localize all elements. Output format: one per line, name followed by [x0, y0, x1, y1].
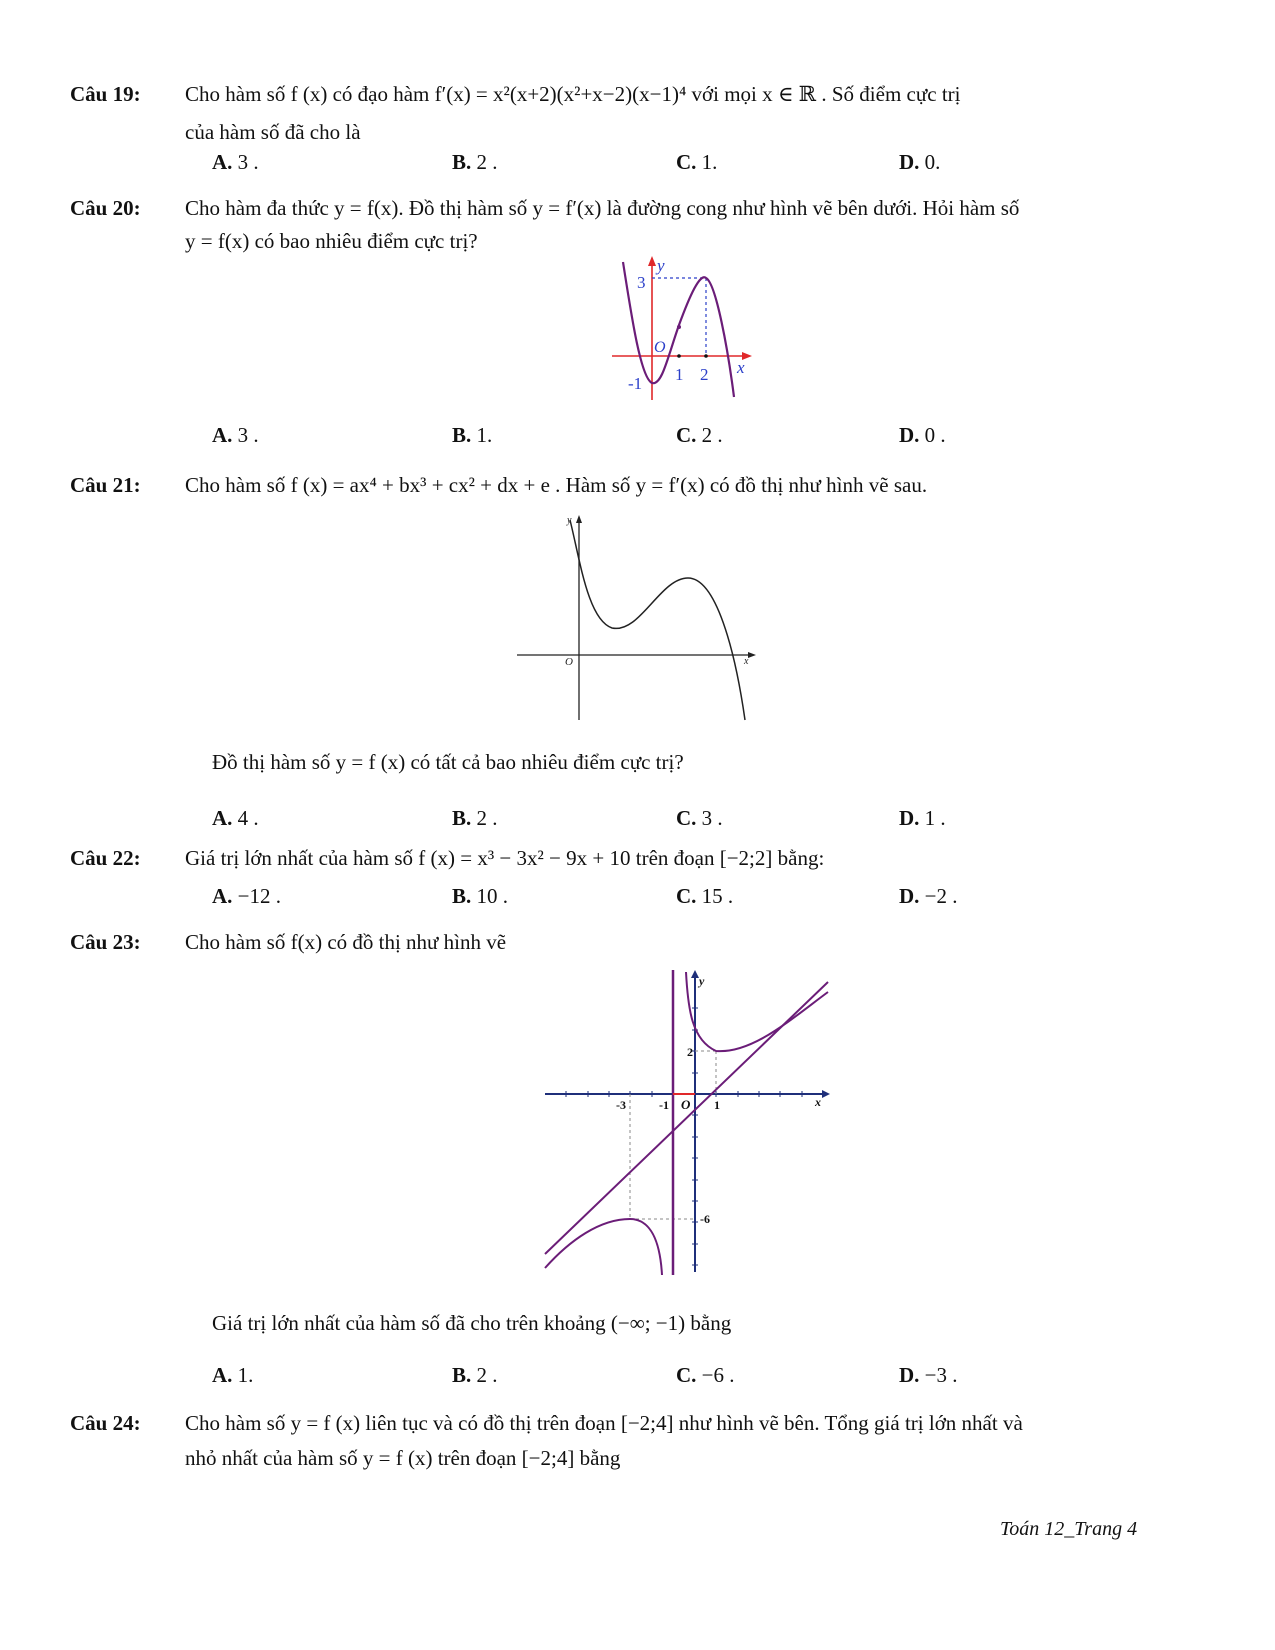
q23-label: Câu 23: — [70, 930, 141, 954]
q21-label: Câu 21: — [70, 473, 141, 497]
q22-answer-b: B. 10 . — [452, 884, 509, 908]
q20-label: Câu 20: — [70, 196, 141, 220]
q20-graph — [600, 250, 760, 405]
q21-answer-d: D. 1 . — [899, 806, 946, 830]
q20-tick-1-dot — [677, 354, 681, 358]
q23-answer-b: B. 2 . — [452, 1363, 498, 1387]
q23-answer-a: A. 1. — [212, 1363, 254, 1387]
q23-answer-d: D. −3 . — [899, 1363, 958, 1387]
q22-answer-c: C. 15 . — [676, 884, 734, 908]
q23-x-label: x — [815, 1095, 821, 1109]
q20-answer-c: C. 2 . — [676, 423, 723, 447]
q22-line1: Giá trị lớn nhất của hàm số f (x) = x³ − 3x² − 9x + 10 trên đoạn [−2;2] bằng: — [185, 846, 825, 870]
q20-y-arrow — [648, 256, 656, 266]
q20-line2: y = f(x) có bao nhiêu điểm cực trị? — [185, 229, 478, 253]
q20-tick-neg1: -1 — [628, 374, 643, 393]
q21-answer-b: B. 2 . — [452, 806, 498, 830]
q20-y-label: y — [657, 256, 665, 275]
q21-y-label: y — [567, 515, 572, 526]
q19-answer-d: D. 0. — [899, 150, 941, 174]
q19-line2: của hàm số đã cho là — [185, 120, 361, 144]
q19-answer-b: B. 2 . — [452, 150, 498, 174]
q23-origin-label: O — [681, 1097, 691, 1112]
q20-answer-b: B. 1. — [452, 423, 493, 447]
q22-answer-d: D. −2 . — [899, 884, 958, 908]
q23-line1: Cho hàm số f(x) có đồ thị như hình vẽ — [185, 930, 507, 954]
q23-y-label: y — [699, 974, 705, 988]
q22-label: Câu 22: — [70, 846, 141, 870]
q20-origin-label: O — [654, 339, 666, 356]
q21-line1: Cho hàm số f (x) = ax⁴ + bx³ + cx² + dx + e . Hàm số y = f′(x) có đồ thị như hình vẽ sau. — [185, 473, 928, 497]
q20-line1: Cho hàm đa thức y = f(x). Đồ thị hàm số y = f′(x) là đường cong như hình vẽ bên dưới. Hỏi hàm số — [185, 196, 1020, 220]
q21-answer-a: A. 4 . — [212, 806, 259, 830]
q21-y-arrow — [576, 515, 582, 523]
q23-answer-c: C. −6 . — [676, 1363, 735, 1387]
q21-answer-c: C. 3 . — [676, 806, 723, 830]
q24-line1: Cho hàm số y = f (x) liên tục và có đồ thị trên đoạn [−2;4] như hình vẽ bên. Tổng giá trị lớn nhất và — [185, 1411, 1023, 1435]
q24-label: Câu 24: — [70, 1411, 141, 1435]
q20-answer-d: D. 0 . — [899, 423, 946, 447]
q19-answer-c: C. 1. — [676, 150, 718, 174]
q23-left-branch — [545, 1219, 662, 1275]
q20-tick-2-dot — [704, 354, 708, 358]
q23-right-branch — [686, 972, 828, 1051]
q23-tick-neg3: -3 — [616, 1098, 626, 1112]
q21-graph — [510, 510, 760, 725]
q23-y-arrow — [691, 970, 699, 978]
q21-x-arrow — [748, 652, 756, 658]
q23-tick-2: 2 — [687, 1045, 693, 1059]
page-footer: Toán 12_Trang 4 — [1000, 1518, 1138, 1540]
q23-tick-neg6: -6 — [700, 1212, 710, 1226]
q23-graph — [540, 965, 835, 1280]
q20-tick-2: 2 — [700, 365, 709, 384]
q21-question: Đồ thị hàm số y = f (x) có tất cả bao nhiêu điểm cực trị? — [212, 750, 684, 774]
q21-x-label: x — [744, 656, 749, 667]
q19-line1: Cho hàm số f (x) có đạo hàm f′(x) = x²(x+2)(x²+x−2)(x−1)⁴ với mọi x ∈ ℝ . Số điểm cực trị — [185, 82, 961, 106]
q20-tick-3: 3 — [637, 273, 646, 292]
q19-label: Câu 19: — [70, 82, 141, 106]
q23-question: Giá trị lớn nhất của hàm số đã cho trên khoảng (−∞; −1) bằng — [212, 1311, 732, 1335]
q20-tick-1: 1 — [675, 365, 684, 384]
q21-curve — [570, 520, 745, 720]
q24-line2: nhỏ nhất của hàm số y = f (x) trên đoạn [−2;4] bằng — [185, 1446, 621, 1470]
q19-answer-a: A. 3 . — [212, 150, 259, 174]
q23-tick-neg1: -1 — [659, 1098, 669, 1112]
q21-origin-label: O — [565, 656, 573, 668]
q23-ticks — [566, 1008, 802, 1265]
q23-x-arrow — [822, 1090, 830, 1098]
q20-x-label: x — [737, 358, 745, 377]
q20-answer-a: A. 3 . — [212, 423, 259, 447]
q23-tick-1: 1 — [714, 1098, 720, 1112]
q22-answer-a: A. −12 . — [212, 884, 282, 908]
q20-curve-point — [677, 325, 681, 329]
